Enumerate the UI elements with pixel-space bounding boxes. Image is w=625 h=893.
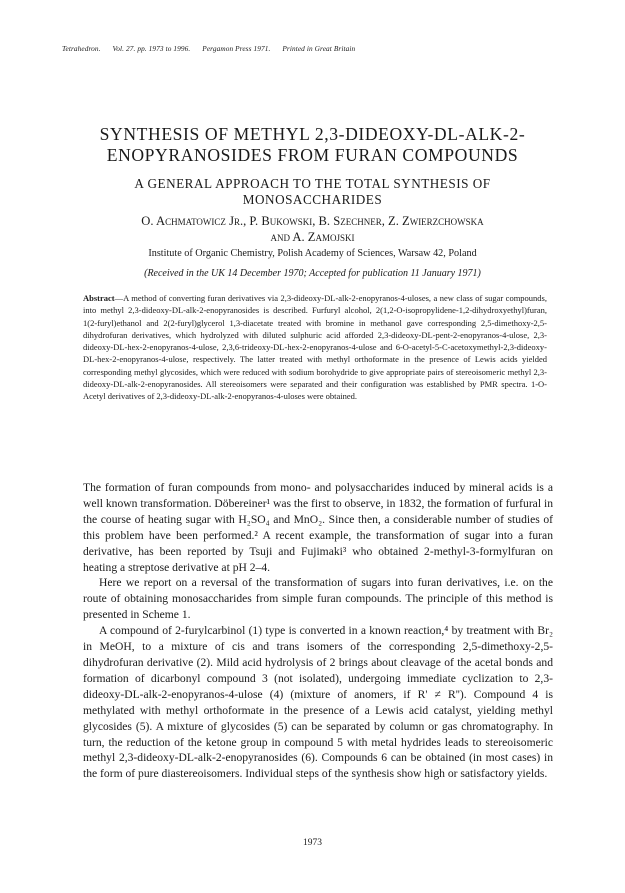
page-number: 1973 (303, 838, 322, 848)
paper-subtitle (40, 176, 585, 208)
title-line-1: SYNTHESIS OF METHYL 2,3-DIDEOXY-DL-ALK-2- (99, 124, 526, 144)
paragraph-2: Here we report on a reversal of the transformation of sugars into furan derivatives, i.e. on the route of obtaining monosaccharides from simple furan compounds. The principle of this method is presented in Scheme 1. (83, 576, 553, 622)
volume-info: Vol. 27. pp. 1973 to 1996. (112, 44, 191, 53)
running-header (62, 44, 365, 53)
abstract (83, 292, 547, 403)
publisher-info: Pergamon Press 1971. (202, 44, 271, 53)
received-dates: (Received in the UK 14 December 1970; Accepted for publication 11 January 1971) (144, 268, 481, 279)
author-list (40, 213, 585, 245)
abstract-text: —A method of converting furan derivatives via 2,3-dideoxy-DL-alk-2-enopyranos-4-uloses, a new class of sugar compounds, into methyl 2,3-dideoxy-DL-alk-2-enopyranosides is described. Furfuryl alcohol, 2(1,2-O-isopropylidene-1,2-dihydroxyethyl)furan, 1(2-furyl)ethanol and 2(2-furyl)glycerol 1,3-diacetate treated with bromine in methanol gave corresponding 2,5-dimethoxy-2,5-dihydrofuran derivatives, which hydrolyzed with diluted sulphuric acid afforded 2,3-dideoxy-DL-pent-2-enopyranos-4-ulose, 2,3-dideoxy-DL-hex-2-enopyranos-4-ulose, 2,3,6-trideoxy-DL-hex-2-enopyranos-4-ulose and 6-O-acetyl-5-C-acetoxymethyl-2,3-dideoxy-DL-hex-2-enopyranos-4-ulose, respectively. The latter treated with methyl orthoformate in the presence of Lewis acids yielded corresponding methyl glycosides, which were reduced with sodium borohydride to give appropriate pairs of stereoisomeric methyl 2,3-dideoxy-DL-alk-2-enopyranosides. All stereoisomers were separated and their configuration was established by PMR spectra. 1-O-Acetyl derivatives of 2,3-dideoxy-DL-alk-2-enopyranos-4-uloses were obtained. (83, 293, 547, 402)
paragraph-1: The formation of furan compounds from mono- and polysaccharides induced by mineral acids is a well known transformation. Döbereiner¹ was the first to observe, in 1832, the formation of furfural in the course of heating sugar with H₂SO₄ and MnO₂. Since then, a considerable number of studies of this problem have been performed.² A recent example, the transformation of sugar into a furan derivative, has been reported by Tsuji and Fujimaki³ who obtained 2-methyl-3-formylfuran on heating a streptose derivative at pH 2–4. (83, 481, 553, 574)
paragraph-3: A compound of 2-furylcarbinol (1) type is converted in a known reaction,⁴ by treatment with Br₂ in MeOH, to a mixture of cis and trans isomers of the corresponding 2,5-dimethoxy-2,5-dihydrofuran derivative (2). Mild acid hydrolysis of 2 brings about cleavage of the acetal bonds and formation of dicarbonyl compound 3 (not isolated), undergoing immediate cyclization to 2,3-dideoxy-DL-alk-2-enopyranos-4-ulose (4) (mixture of anomers, if R' ≠ R''). Compound 4 is methylated with methyl orthoformate in the presence of a Lewis acid catalyst, yielding methyl glycosides (5). A mixture of glycosides (5) can be separated by column or gas chromatography. In turn, the reduction of the ketone group in compound 5 with metal hydrides leads to stereoisomeric methyl 2,3-dideoxy-DL-alk-2-enopyranosides (6). Compounds 6 can be obtained (in most cases) in the form of pure diastereoisomers. Individual steps of the synthesis show high or satisfactory yields. (83, 624, 553, 781)
authors-line-2: and A. Zamojski (270, 230, 355, 244)
title-line-2: ENOPYRANOSIDES FROM FURAN COMPOUNDS (106, 145, 519, 165)
subtitle-line-1: A GENERAL APPROACH TO THE TOTAL SYNTHESIS OF (134, 176, 491, 191)
body-text (83, 480, 553, 782)
affiliation: Institute of Organic Chemistry, Polish Academy of Sciences, Warsaw 42, Poland (148, 248, 477, 259)
paper-title (40, 124, 585, 166)
authors-line-1: O. Achmatowicz Jr., P. Bukowski, B. Szechner, Z. Zwierzchowska (141, 214, 484, 228)
journal-name: Tetrahedron. (62, 44, 101, 53)
subtitle-line-2: MONOSACCHARIDES (242, 192, 383, 207)
printed-info: Printed in Great Britain (282, 44, 356, 53)
abstract-label: Abstract (83, 293, 115, 303)
